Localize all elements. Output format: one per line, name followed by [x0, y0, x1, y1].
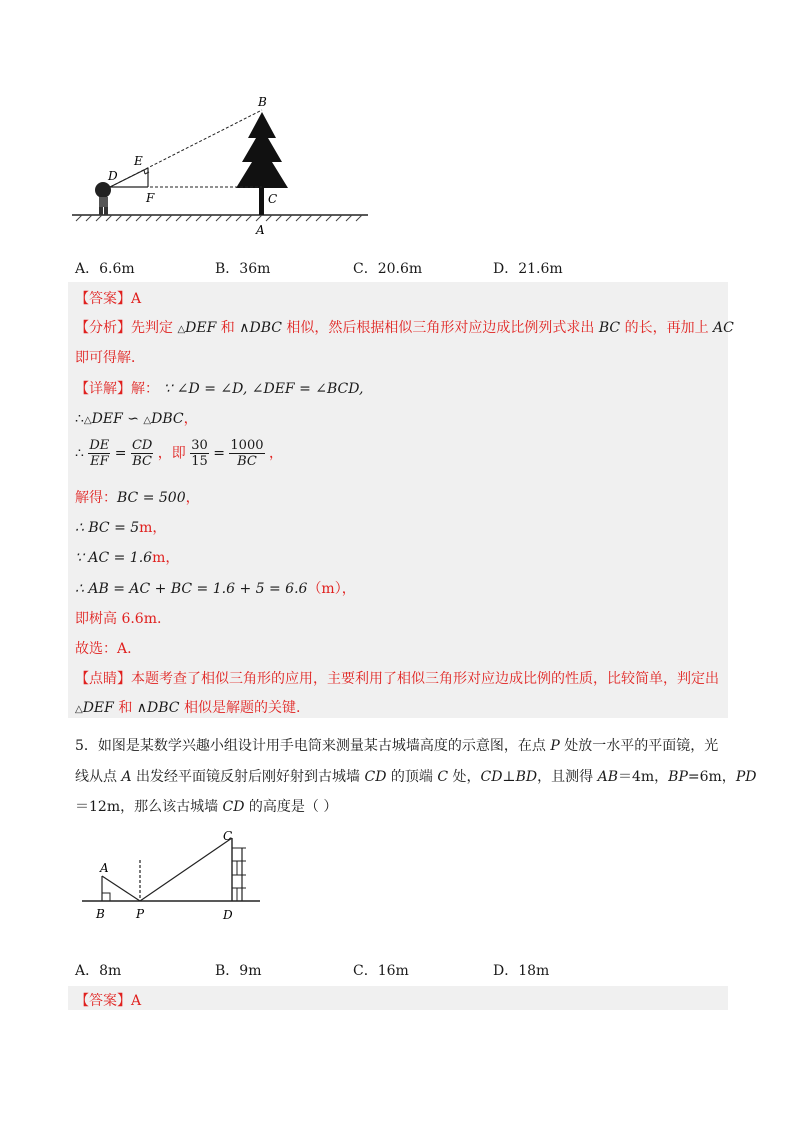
detail-angles: ∵ ∠D = ∠D, ∠DEF = ∠BCD,: [163, 381, 364, 397]
numerator: 1000: [230, 438, 264, 453]
therefore-icon: ∴: [75, 411, 84, 427]
triangle-icon: △: [177, 324, 186, 335]
answer-tag: 【答案】: [75, 993, 131, 1009]
text: =6m，: [687, 769, 736, 785]
analysis-text: 先判定: [131, 320, 173, 336]
detail-line-2: [75, 408, 198, 428]
var-cdbd: CD⊥BD: [480, 769, 538, 785]
unit: m，: [139, 520, 167, 536]
denominator: 15: [191, 454, 208, 469]
q5-answer-line: [75, 990, 141, 1010]
q5-line-1: [75, 735, 718, 755]
text: 处放一水平的平面镜，光: [559, 738, 719, 754]
detail-line-9: 故选：A.: [75, 641, 132, 657]
detail-line-6: [75, 547, 179, 567]
label-D: D: [223, 908, 233, 922]
figure-wall-measurement: [80, 830, 270, 925]
text: 线从点: [75, 769, 122, 785]
detail-line-1: [75, 378, 363, 398]
comment-tag: 【点睛】: [75, 671, 131, 687]
detail-line-4: [75, 487, 200, 507]
bc-500: BC = 500: [117, 490, 186, 506]
comment-line-1: [75, 668, 719, 688]
analysis-bc: BC: [598, 320, 621, 336]
option-a[interactable]: A．6.6m: [75, 261, 135, 277]
analysis-tri-def: DEF: [185, 320, 217, 336]
unit: （m），: [307, 581, 356, 597]
label-A: A: [256, 223, 265, 237]
jiede-text: 解得：: [75, 490, 117, 506]
similar-left: DEF ∽: [91, 411, 144, 427]
detail-line-7: [75, 578, 356, 598]
numerator: 30: [191, 438, 208, 453]
triangle-icon: ∧: [136, 700, 148, 716]
label-B: B: [258, 95, 267, 109]
therefore-icon: ∴: [75, 445, 84, 462]
analysis-tri-dbc: DBC: [249, 320, 282, 336]
detail-line-8: 即树高 6.6m.: [75, 611, 162, 627]
var-p: P: [550, 738, 560, 754]
fraction-de-ef: [88, 438, 110, 469]
text: ，且测得: [537, 769, 598, 785]
equals: =: [213, 445, 225, 462]
triangle-icon: △: [143, 415, 152, 426]
person-icon: [95, 182, 111, 215]
analysis-text: 相似，然后根据相似三角形对应边成比例列式求出: [281, 320, 595, 336]
denominator: BC: [132, 454, 152, 469]
fraction-cd-bc: [131, 438, 153, 469]
q5-option-a[interactable]: A．8m: [75, 963, 122, 979]
comment-and: 和: [113, 700, 133, 716]
bc-5: ∴ BC = 5: [75, 520, 140, 536]
tree-icon: [236, 112, 288, 215]
q5-line-2: [75, 766, 756, 786]
fraction-1000-bc: [229, 438, 264, 469]
label-F: F: [146, 191, 155, 205]
triangle-icon: △: [83, 415, 92, 426]
punct: ，: [268, 445, 283, 462]
text: 的顶端: [386, 769, 438, 785]
text: 5．如图是某数学兴趣小组设计用手电筒来测量某古城墙高度的示意图，在点: [75, 738, 551, 754]
analysis-line-2: 即可得解．: [75, 350, 145, 366]
text: 出发经平面镜反射后刚好射到古城墙: [131, 769, 365, 785]
comment-tri-dbc: DBC: [147, 700, 180, 716]
numerator: DE: [89, 438, 110, 453]
var-ab: AB: [597, 769, 618, 785]
analysis-ac: AC: [713, 320, 734, 336]
analysis-tag: 【分析】: [75, 320, 131, 336]
answer-tag: 【答案】: [75, 291, 131, 307]
q5-line-3: [75, 796, 337, 816]
denominator: EF: [90, 454, 109, 469]
fraction-30-15: [190, 438, 209, 469]
detail-line-5: [75, 517, 166, 537]
analysis-text: 的长，再加上: [620, 320, 709, 336]
answer-line: [75, 288, 141, 308]
q5-solution-panel: [68, 986, 728, 1010]
analysis-line: [75, 317, 734, 337]
ji-text: ，即: [157, 445, 186, 462]
label-D: D: [108, 169, 118, 183]
comment-line-2: [75, 697, 300, 717]
q5-option-d[interactable]: D．18m: [493, 963, 550, 979]
equals: =: [114, 445, 127, 462]
triangle-icon: △: [75, 704, 83, 715]
ab-sum: ∴ AB = AC + BC = 1.6 + 5 = 6.6: [75, 581, 308, 597]
q5-option-c[interactable]: C．16m: [353, 963, 409, 979]
label-B: B: [96, 907, 105, 921]
label-P: P: [136, 907, 145, 921]
text: 的高度是（ ）: [244, 799, 338, 815]
figure-tree-measurement: [70, 90, 370, 240]
answer-value: A: [131, 291, 142, 307]
detail-tag: 【详解】: [75, 381, 131, 397]
triangle-icon: ∧: [239, 320, 250, 336]
punct: ，: [183, 411, 198, 427]
denominator: BC: [237, 454, 257, 469]
label-C: C: [268, 192, 278, 206]
analysis-and: 和: [216, 320, 235, 336]
text: ＝4m，: [617, 769, 669, 785]
var-cd: CD: [222, 799, 245, 815]
ac-16: ∵ AC = 1.6: [75, 550, 153, 566]
var-a: A: [121, 769, 132, 785]
text: 处，: [448, 769, 481, 785]
numerator: CD: [131, 438, 153, 453]
var-c: C: [437, 769, 449, 785]
comment-tri-def: DEF: [82, 700, 114, 716]
answer-value: A: [131, 993, 142, 1009]
var-cd: CD: [364, 769, 387, 785]
comment-text: 本题考查了相似三角形的应用，主要利用了相似三角形对应边成比例的性质，比较简单，判定出: [131, 671, 719, 687]
similar-right: DBC: [151, 411, 184, 427]
q5-option-b[interactable]: B．9m: [215, 963, 262, 979]
unit: m，: [152, 550, 180, 566]
option-c[interactable]: C．20.6m: [353, 261, 423, 277]
label-A: A: [100, 861, 109, 875]
detail-solve: 解：: [131, 381, 159, 397]
wall-icon: [232, 838, 246, 901]
label-C: C: [223, 830, 233, 843]
punct: ，: [185, 490, 200, 506]
text: ＝12m，那么该古城墙: [75, 799, 223, 815]
option-d[interactable]: D．21.6m: [493, 261, 563, 277]
comment-text: 相似是解题的关键.: [179, 700, 301, 716]
var-pd: PD: [735, 769, 757, 785]
label-E: E: [134, 154, 143, 168]
option-b[interactable]: B．36m: [215, 261, 271, 277]
var-bp: BP: [668, 769, 688, 785]
detail-line-3: [75, 438, 283, 469]
